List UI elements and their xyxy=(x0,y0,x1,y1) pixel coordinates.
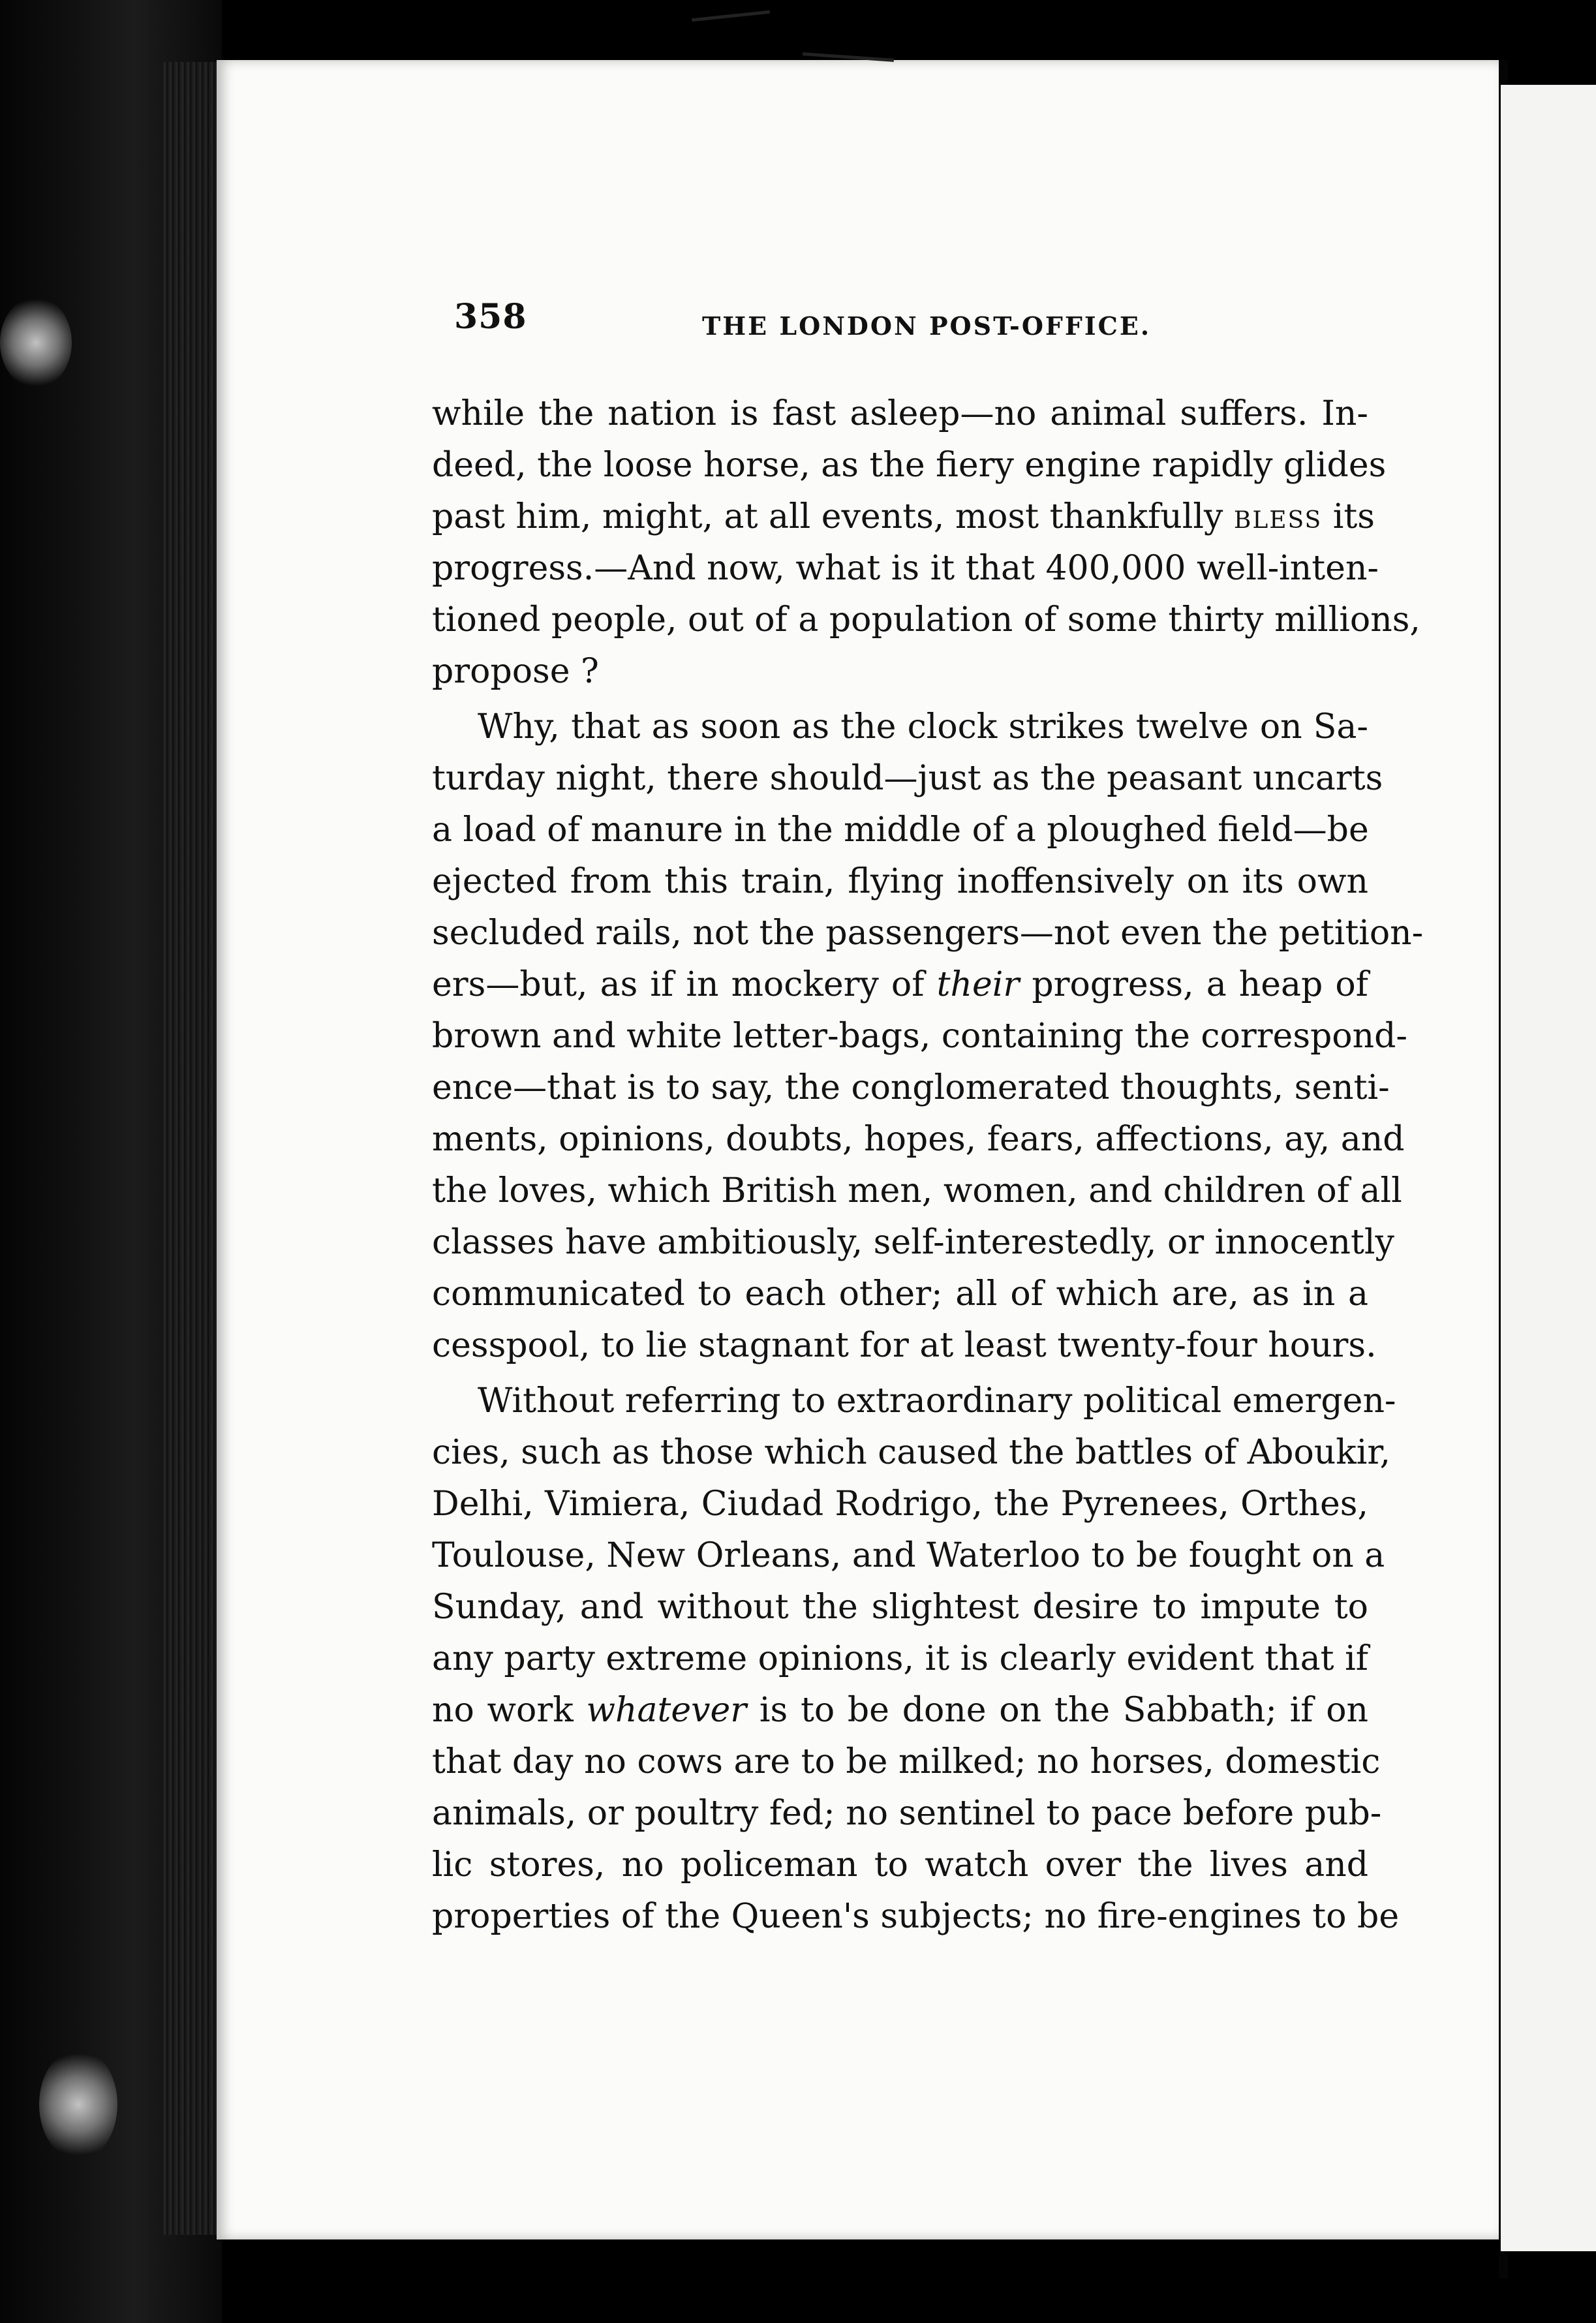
text-line: cies, such as those which caused the battles of Aboukir, xyxy=(432,1433,1391,1472)
text-line: deed, the loose horse, as the fiery engine rapidly glides xyxy=(432,446,1387,485)
text-line xyxy=(432,491,1375,543)
text-line: the loves, which British men, women, and children of all xyxy=(432,1171,1402,1210)
text-run: past him, might, at all events, most thankfully xyxy=(432,497,1234,536)
text-run: its xyxy=(1322,497,1375,536)
text-line: propose ? xyxy=(432,652,599,691)
text-line: that day no cows are to be milked; no horses, domestic xyxy=(432,1742,1381,1781)
text-line: Delhi, Vimiera, Ciudad Rodrigo, the Pyrenees, Orthes, xyxy=(432,1485,1368,1524)
paragraph xyxy=(432,388,1420,698)
text-line: brown and white letter-bags, containing the correspond- xyxy=(432,1017,1407,1056)
running-title: THE LONDON POST-OFFICE. xyxy=(702,311,1152,341)
binding-stain-top xyxy=(0,297,72,388)
facing-page-edge xyxy=(1501,85,1596,2251)
page-edges xyxy=(163,62,222,2235)
text-line: progress.—And now, what is it that 400,000 well-inten- xyxy=(432,549,1379,588)
text-line: lic stores, no policeman to watch over the lives and xyxy=(432,1845,1368,1885)
text-line: ejected from this train, flying inoffensively on its own xyxy=(432,862,1368,901)
paragraph xyxy=(432,701,1424,1372)
text-line: tioned people, out of a population of some thirty millions, xyxy=(432,600,1420,639)
text-line: communicated to each other; all of which are, as in a xyxy=(432,1274,1368,1314)
text-line: animals, or poultry fed; no sentinel to pace before pub- xyxy=(432,1794,1382,1833)
text-run: progress, a heap of xyxy=(1019,965,1368,1004)
text-line: secluded rails, not the passengers—not even the petition- xyxy=(432,914,1424,953)
text-line: while the nation is fast asleep—no animal suffers. In- xyxy=(432,394,1368,433)
text-line: properties of the Queen's subjects; no fire-engines to be xyxy=(432,1897,1400,1936)
binding-stain-bottom xyxy=(39,2049,117,2160)
text-line: ence—that is to say, the conglomerated thoughts, senti- xyxy=(432,1068,1390,1107)
text-line: classes have ambitiously, self-interestedly, or innocently xyxy=(432,1223,1394,1262)
text-line xyxy=(432,959,1368,1011)
page-header xyxy=(454,297,1152,356)
text-line: Why, that as soon as the clock strikes twelve on Sa- xyxy=(478,707,1368,746)
small-caps-emphasis: bless xyxy=(1233,497,1323,536)
text-line: ments, opinions, doubts, hopes, fears, affections, ay, and xyxy=(432,1120,1405,1159)
italic-emphasis: their xyxy=(936,965,1020,1004)
text-line: Without referring to extraordinary political emergen- xyxy=(478,1381,1396,1421)
text-line: any party extreme opinions, it is clearly evident that if xyxy=(432,1639,1368,1678)
text-run: is to be done on the Sabbath; if on xyxy=(746,1691,1368,1730)
paragraph xyxy=(432,1376,1400,1943)
page-number: 358 xyxy=(454,297,527,337)
scan-mark-top xyxy=(692,10,770,22)
text-line: Sunday, and without the slightest desire to impute to xyxy=(432,1588,1368,1627)
text-run: no work xyxy=(432,1691,587,1730)
text-line: Toulouse, New Orleans, and Waterloo to be fought on a xyxy=(432,1536,1385,1575)
body-text xyxy=(432,388,1424,1943)
italic-emphasis: whatever xyxy=(586,1691,747,1730)
text-line xyxy=(432,1685,1368,1736)
text-line: a load of manure in the middle of a ploughed field—be xyxy=(432,810,1369,850)
text-run: ers—but, as if in mockery of xyxy=(432,965,937,1004)
text-line: cesspool, to lie stagnant for at least twenty-four hours. xyxy=(432,1326,1377,1365)
text-line: turday night, there should—just as the peasant uncarts xyxy=(432,759,1383,798)
